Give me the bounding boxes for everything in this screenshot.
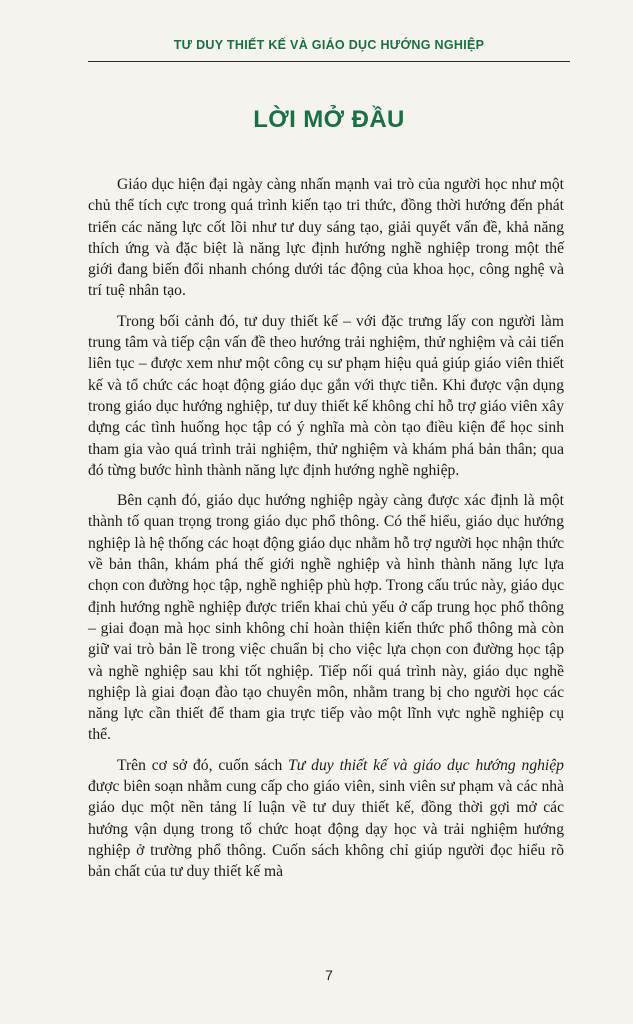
paragraph-3: Bên cạnh đó, giáo dục hướng nghiệp ngày càng được xác định là một thành tố quan trọng trong giáo dục phổ thông. Có thể hiểu, giáo dục hướng nghiệp là hệ thống các hoạt động giáo dục nhằm hỗ trợ người học nhận thức về bản thân, khám phá thế giới nghề nghiệp và hình thành năng lực lựa chọn con đường học tập, nghề nghiệp phù hợp. Trong cấu trúc này, giáo dục định hướng nghề nghiệp được triển khai chủ yếu ở cấp trung học phổ thông – giai đoạn mà học sinh không chỉ hoàn thiện kiến thức phổ thông mà còn giữ vai trò bản lề trong việc chuẩn bị cho việc lựa chọn con đường học tập và nghề nghiệp sau khi tốt nghiệp. Tiếp nối quá trình này, giáo dục nghề nghiệp là giai đoạn đào tạo chuyên môn, nhằm trang bị cho người học các năng lực cần thiết để tham gia trực tiếp vào một lĩnh vực nghề nghiệp cụ thể. xyxy=(88,492,564,744)
running-header: TƯ DUY THIẾT KẾ VÀ GIÁO DỤC HƯỚNG NGHIỆP xyxy=(173,38,485,52)
header-divider xyxy=(88,61,570,62)
paragraph-2: Trong bối cảnh đó, tư duy thiết kế – với đặc trưng lấy con người làm trung tâm và tiếp cận vấn đề theo hướng trải nghiệm, thử nghiệm và cải tiến liên tục – được xem như một công cụ sư phạm hiệu quả giúp giáo viên thiết kế và tổ chức các hoạt động giáo dục gắn với thực tiễn. Khi được vận dụng trong giáo dục hướng nghiệp, tư duy thiết kế không chỉ hỗ trợ giáo viên xây dựng các tình huống học tập có ý nghĩa mà còn tạo điều kiện để học sinh tham gia vào quá trình trải nghiệm, thử nghiệm và khám phá bản thân; qua đó từng bước hình thành năng lực định hướng nghề nghiệp. xyxy=(88,312,564,479)
page-number: 7 xyxy=(325,967,333,983)
paragraph-1: Giáo dục hiện đại ngày càng nhấn mạnh vai trò của người học như một chủ thể tích cực trong quá trình kiến tạo tri thức, đồng thời hướng đến phát triển các năng lực cốt lõi như tư duy sáng tạo, giải quyết vấn đề, khả năng thích ứng và đặc biệt là năng lực định hướng nghề nghiệp trong một thế giới đang biến đổi nhanh chóng dưới tác động của khoa học, công nghệ và trí tuệ nhân tạo. xyxy=(88,176,564,300)
paragraph-4-rest: được biên soạn nhằm cung cấp cho giáo viên, sinh viên sư phạm và các nhà giáo dục một nền tảng lí luận về tư duy thiết kế, đồng thời gợi mở các hướng vận dụng trong tổ chức hoạt động dạy học và trải nghiệm hướng nghiệp ở trường phổ thông. Cuốn sách không chỉ giúp người đọc hiểu rõ bản chất của tư duy thiết kế mà xyxy=(88,778,564,881)
paragraph-4-lead: Trên cơ sở đó, cuốn sách xyxy=(117,756,289,774)
paragraph-4 xyxy=(88,755,564,883)
chapter-title: LỜI MỞ ĐẦU xyxy=(253,106,405,133)
body-text xyxy=(88,174,564,892)
book-title-italic: Tư duy thiết kế và giáo dục hướng nghiệp xyxy=(288,756,564,774)
